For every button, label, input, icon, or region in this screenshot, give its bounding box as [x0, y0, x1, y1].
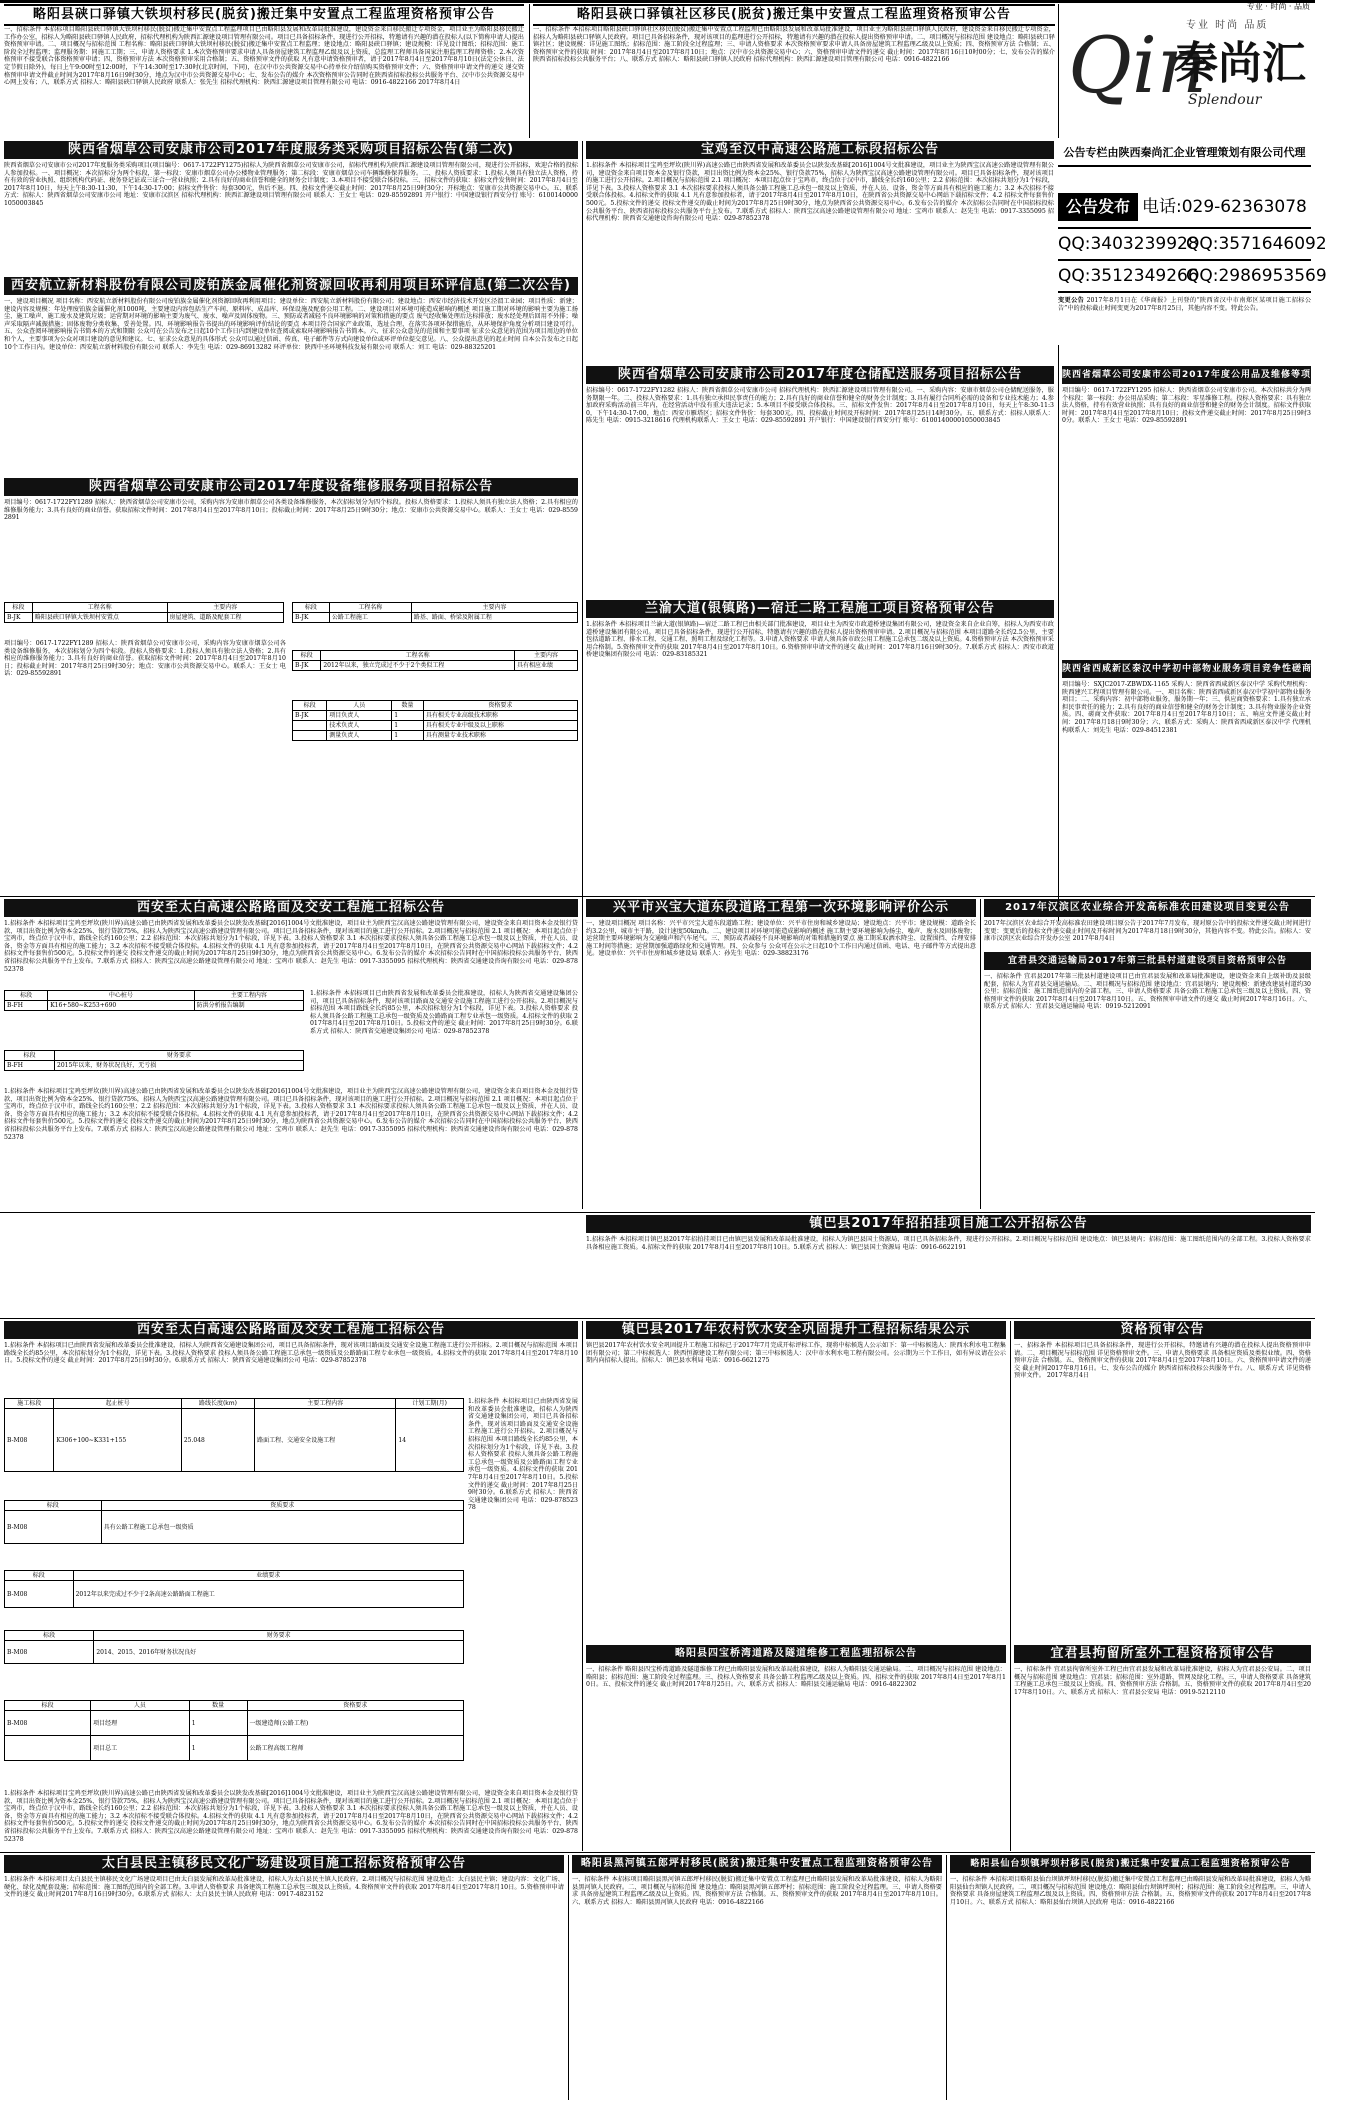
notice-title-21: 略阳县黑河镇五郎坪村移民(脱贫)搬迁集中安置点工程监理资格预审公告: [572, 1855, 942, 1873]
table-header: 数量: [189, 1701, 247, 1711]
table-cell: 项目总工: [91, 1736, 190, 1761]
table-cell: 项目经理: [91, 1711, 190, 1736]
table-header: 工程名称: [329, 603, 411, 613]
table-header: 工程名称: [32, 603, 167, 613]
notice-body-14: 一、建设项目概况 项目名称：兴平市兴宝大道东段道路工程；建设单位：兴平市住房和城乡建设局；建设地点：兴平市；建设规模：道路全长约3.2公里，城市主干路，设计速度50km/h。二、建设项目对环境可能造成影响的概述 施工期主要环境影响为扬尘、噪声、废水及固体废物；运营期主要环境影响为交通噪声和汽车尾气。三、预防或者减轻不良环境影响的对策和措施的要点 施工期采取洒水降尘、设置围挡、合理安排施工时间等措施；运营期加强道路绿化和交通管理。四、公众参与 公众可在公示之日起10个工作日内通过信函、电话、电子邮件等方式提出意见。建设单位：兴平市住房和城乡建设局 联系人：孙先生 电话：029-38823176: [586, 920, 976, 958]
table-header: 中心桩号: [48, 991, 194, 1001]
table-header: 标段: [5, 1501, 102, 1511]
column-rule: [1058, 345, 1059, 921]
table-header: 主要内容: [167, 603, 284, 613]
notice-body-8: 项目编号：0617-1722FY1295 招标人：陕西省烟草公司安康市公司。本次招标共分为两个标段：第一标段：办公用品采购；第二标段：零星维修工程。投标人资格要求：具有独立法人资格，持有有效营业执照；具有良好的商业信誉和健全的财务会计制度。招标文件获取时间：2017年8月4日至2017年8月10日；投标文件递交截止时间：2017年8月25日9时30分。联系人：王女士 电话：029-85592891: [1062, 387, 1311, 425]
table-cell: 具有相关专业中级及以上职称: [423, 721, 577, 731]
column-rule: [582, 1321, 583, 1851]
notice-body-highway-2b: 1.招标条件 本招标项目已由陕西省发展和改革委员会批准建设，招标人为陕西省交通建设集团公司，项目已具备招标条件，现对该项目路面及交通安全设施工程施工进行公开招标。2.项目概况与招标范围 本项目路线全长约85公里，本次招标划分为1个标段，详见下表。3.投标人资格要求 投标人须具备公路工程施工总承包一级资质及公路路面工程专业承包一级资质。4.招标文件的获取 2017年8月4日至2017年8月10日。5.投标文件的递交 截止时间：2017年8月25日9时30分。6.联系方式 招标人：陕西省交通建设集团公司 电话：029-87852378: [310, 990, 578, 1035]
table-cell: 公路工程施工: [329, 613, 411, 623]
notice-body-20: 1.招标条件 本招标项目太白县民主镇移民文化广场建设项目已由太白县发展和改革局批准建设，招标人为太白县民主镇人民政府。2.项目概况与招标范围 建设地点：太白县民主镇；建设内容：文化广场、硬化、绿化及配套设施；招标范围：施工图纸范围内的全部工程。3.申请人资格要求 具备建筑工程施工总承包三级及以上资质。4.资格预审文件的获取 2017年8月4日至2017年8月10日。5.资格预审申请文件的递交 截止时间2017年8月16日9时30分。6.联系方式 招标人：太白县民主镇人民政府 电话：0917-4823152: [4, 1876, 564, 1899]
table-cell: 防洪分析报告编制: [194, 1001, 303, 1011]
logo-chinese: 秦尚汇: [1174, 38, 1306, 89]
table-header: 施工标段: [5, 1399, 54, 1409]
notice-body-10: 1.招标条件 本招标项目兰渝大道(银镇路)—宿迁二路工程已由相关部门批准建设，项目业主为西安市政道桥建设集团有限公司，建设资金来自企业自筹，招标人为西安市政道桥建设集团有限公司。项目已具备招标条件，现进行公开招标，特邀请有兴趣的潜在投标人提出资格预审申请。2.项目概况与招标范围 本项目道路全长约2.5公里，主要包括道路工程、排水工程、交通工程、照明工程及绿化工程等。3.申请人资格要求 申请人须具备市政公用工程施工总承包二级及以上资质。4.资格预审方法 本次资格预审采用合格制。5.资格预审文件的获取 2017年8月4日至2017年8月10日。6.资格预审申请文件的递交 截止时间：2017年8月16日9时30分。7.联系方式 招标人：西安市政道桥建设集团有限公司 电话：029-83185321: [586, 621, 1054, 659]
table-cell: 2012年以来完成过不少于2条高速公路路面工程施工: [73, 1581, 463, 1608]
notice-body-18: 一、招标条件 略阳县四宝桥湾道路及隧道维修工程已由略阳县发展和改革局批准建设，招标人为略阳县交通运输局。二、项目概况与招标范围 建设地点：略阳县；招标范围：施工阶段全过程监理。三、投标人资格要求 具备公路工程监理乙级及以上资质。四、招标文件的获取 2017年8月4日至2017年8月10日。五、投标文件的递交 截止时间2017年8月25日。六、联系方式 招标人：略阳县交通运输局 电话：0916-4822302: [586, 1666, 1006, 1689]
table-cell: 1: [392, 721, 424, 731]
table-cell: 测量负责人: [327, 731, 392, 741]
change-notice: [1058, 297, 1311, 341]
notice-body-19: 一、招标条件 宜君县拘留所室外工程已由宜君县发展和改革局批准建设，招标人为宜君县公安局。二、项目概况与招标范围 建设地点：宜君县；招标范围：室外道路、管网及绿化工程。三、申请人资格要求 具备建筑工程施工总承包三级及以上资质。四、资格预审方法 合格制。五、资格预审文件的获取 2017年8月4日至2017年8月10日。六、联系方式 招标人：宜君县公安局 电话：0919-5212110: [1014, 1666, 1311, 1696]
notice-body-13: 1.招标条件 本招标项目已由陕西省发展和改革委员会批准建设，招标人为陕西省交通建设集团公司，项目已具备招标条件，现对该项目路面及交通安全设施工程施工进行公开招标。2.项目概况与招标范围 本项目路线全长约85公里，本次招标划分为1个标段，详见下表。3.投标人资格要求 投标人须具备公路工程施工总承包一级资质及公路路面工程专业承包一级资质。4.招标文件的获取 2017年8月4日至2017年8月10日。5.投标文件的递交 截止时间：2017年8月25日9时30分。6.联系方式 招标人：陕西省交通建设集团公司 电话：029-87852378: [4, 1342, 578, 1365]
notice-title-11: 2017年汉滨区农业综合开发高标准农田建设项目变更公告: [984, 899, 1311, 917]
notice-body-16: 镇巴县2017年农村饮水安全巩固提升工程施工招标已于2017年7月完成开标评标工作，现将中标候选人公示如下：第一中标候选人：陕西水利水电工程集团有限公司；第二中标候选人：陕西恒源建设工程有限公司；第三中标候选人：汉中市水利水电工程有限公司。公示期为三个工作日，如有异议请在公示期内向招标人提出。招标人：镇巴县水利局 电话：0916-6621275: [586, 1342, 1006, 1365]
table-header: 资格要求: [423, 701, 577, 711]
table-cell: 项目负责人: [327, 711, 392, 721]
performance-table-2: [4, 1570, 464, 1608]
table-header: 标段: [293, 651, 321, 661]
advertising-agency-box: [1058, 141, 1327, 341]
notice-body-highway-2c: 1.招标条件 本招标项目宝鸡至坪坎(陕川界)高速公路已由陕西省发展和改革委员会以陕发改基础[2016]1004号文批准建设，项目业主为陕西宝汉高速公路建设管理有限公司，建设资金来自项目资本金及银行贷款，项目出资比例为资本金25%、银行贷款75%，招标人为陕西宝汉高速公路建设管理有限公司。项目已具备招标条件，现对该项目的施工进行公开招标。2.项目概况与招标范围 2.1 项目概况：本项目起点位于宝鸡市，终点位于汉中市，路线全长约160公里；2.2 招标范围：本次招标共划分为1个标段，详见下表。3.投标人资格要求 3.1 本次招标要求投标人须具备公路工程施工总承包一级及以上资质，并在人员、设备、资金等方面具有相应的施工能力；3.2 本次招标不接受联合体投标。4.招标文件的获取 4.1 凡有意参加投标者，请于2017年8月4日至2017年8月10日，在陕西省公共资源交易中心网站下载招标文件；4.2 招标文件每套售价500元。5.投标文件的递交 投标文件递交的截止时间为2017年8月25日9时30分，地点为陕西省公共资源交易中心。6.发布公告的媒介 本次招标公告同时在中国招标投标公共服务平台、陕西省招标投标公共服务平台上发布。7.联系方式 招标人：陕西宝汉高速公路建设管理有限公司 地址：宝鸡市 联系人：赵先生 电话：0917-3355095 招标代理机构：陕西省交通建设咨询有限公司 电话：029-87852378: [4, 1088, 578, 1141]
notice-body-6: 招标编号：0617-1722FY1282 招标人：陕西省烟草公司安康市公司 招标代理机构：陕西汇源建设项目管理有限公司。一、采购内容：安康市烟草公司仓储配送服务，服务期限一年。二、投标人资格要求：1.具有独立承担民事责任的能力；2.具有良好的商业信誉和健全的财务会计制度；3.具有履行合同所必需的设备和专业技术能力；4.参加政府采购活动前三年内，在经营活动中没有重大违法记录；5.本项目不接受联合体投标。三、招标文件发售：2017年8月4日至2017年8月10日，每天上午8:30-11:30，下午14:30-17:00，地点：西安市雁塔区；招标文件售价：每套300元。四、投标截止时间及开标时间：2017年8月25日14时30分。五、联系方式：招标人联系人：陈先生 电话：0915-3218616 代理机构联系人：王女士 电话：029-85592891 开户银行：中国建设银行西安分行 账号：61001400001050003845: [586, 387, 1054, 425]
table-header: 资质要求: [101, 1501, 463, 1511]
notice-body-13b: 1.招标条件 本招标项目已由陕西省发展和改革委员会批准建设，招标人为陕西省交通建设集团公司，项目已具备招标条件，现对该项目路面及交通安全设施工程施工进行公开招标。2.项目概况与招标范围 本项目路线全长约85公里，本次招标划分为1个标段，详见下表。3.投标人资格要求 投标人须具备公路工程施工总承包一级资质及公路路面工程专业承包一级资质。4.招标文件的获取 2017年8月4日至2017年8月10日。5.投标文件的递交 截止时间：2017年8月25日9时30分。6.联系方式 招标人：陕西省交通建设集团公司 电话：029-87852378: [468, 1398, 578, 1512]
column-rule: [582, 141, 583, 921]
logo-letter: Qin: [1068, 21, 1208, 111]
table-cell: 1: [392, 711, 424, 721]
table-cell: B-JK: [293, 711, 327, 721]
table-cell: 25.048: [181, 1409, 254, 1472]
ad-badge: 公告发布: [1058, 193, 1138, 221]
notice-title-4: 西安航立新材料股份有限公司废铂族金属催化剂资源回收再利用项目环评信息(第二次公告): [4, 277, 578, 295]
table-header: 标段: [5, 1631, 94, 1641]
ad-qq-1: QQ:3403239928: [1058, 234, 1199, 254]
table-cell: B-M08: [5, 1581, 74, 1608]
table-cell: 技术负责人: [327, 721, 392, 731]
table-header: 人员: [91, 1701, 190, 1711]
logo-slogan: 专业 时尚 品质: [1186, 20, 1269, 31]
notice-title-6: 陕西省烟草公司安康市公司2017年度仓储配送服务项目招标公告: [586, 366, 1054, 384]
qualification-table-2: [4, 1500, 464, 1544]
table-cell: B-M08: [5, 1641, 94, 1664]
table-cell: 具有测量专业技术职称: [423, 731, 577, 741]
notice-title-8: 陕西省烟草公司安康市公司2017年度公用品及维修等项目招标公告: [1062, 366, 1311, 384]
ad-qq-3: QQ:3512349266: [1058, 266, 1199, 286]
notice-title-15: 镇巴县2017年招拍挂项目施工公开招标公告: [586, 1215, 1311, 1233]
notice-body-5: 1.招标条件 本招标项目宝鸡至坪坎(陕川界)高速公路已由陕西省发展和改革委员会以陕发改基础[2016]1004号文批准建设，项目业主为陕西宝汉高速公路建设管理有限公司，建设资金来自项目资本金及银行贷款，项目出资比例为资本金25%、银行贷款75%，招标人为陕西宝汉高速公路建设管理有限公司。项目已具备招标条件，现对该项目的施工进行公开招标。2.项目概况与招标范围 2.1 项目概况：本项目起点位于宝鸡市，终点位于汉中市，路线全长约160公里；2.2 招标范围：本次招标共划分为1个标段，详见下表。3.投标人资格要求 3.1 本次招标要求投标人须具备公路工程施工总承包一级及以上资质，并在人员、设备、资金等方面具有相应的施工能力；3.2 本次招标不接受联合体投标。4.招标文件的获取 4.1 凡有意参加投标者，请于2017年8月4日至2017年8月10日，在陕西省公共资源交易中心网站下载招标文件；4.2 招标文件每套售价500元。5.投标文件的递交 投标文件递交的截止时间为2017年8月25日9时30分，地点为陕西省公共资源交易中心。6.发布公告的媒介 本次招标公告同时在中国招标投标公共服务平台、陕西省招标投标公共服务平台上发布。7.联系方式 招标人：陕西宝汉高速公路建设管理有限公司 地址：宝鸡市 联系人：赵先生 电话：0917-3355095 招标代理机构：陕西省交通建设咨询有限公司 电话：029-87852378: [586, 162, 1054, 223]
table-cell: [5, 1736, 91, 1761]
table-cell: 公路工程高级工程师: [247, 1736, 463, 1761]
notice-body-highway-2: 1.招标条件 本招标项目宝鸡至坪坎(陕川界)高速公路已由陕西省发展和改革委员会以陕发改基础[2016]1004号文批准建设，项目业主为陕西宝汉高速公路建设管理有限公司，建设资金来自项目资本金及银行贷款，项目出资比例为资本金25%、银行贷款75%，招标人为陕西宝汉高速公路建设管理有限公司。项目已具备招标条件，现对该项目的施工进行公开招标。2.项目概况与招标范围 2.1 项目概况：本项目起点位于宝鸡市，终点位于汉中市，路线全长约160公里；2.2 招标范围：本次招标共划分为1个标段，详见下表。3.投标人资格要求 3.1 本次招标要求投标人须具备公路工程施工总承包一级及以上资质，并在人员、设备、资金等方面具有相应的施工能力；3.2 本次招标不接受联合体投标。4.招标文件的获取 4.1 凡有意参加投标者，请于2017年8月4日至2017年8月10日，在陕西省公共资源交易中心网站下载招标文件；4.2 招标文件每套售价500元。5.投标文件的递交 投标文件递交的截止时间为2017年8月25日9时30分，地点为陕西省公共资源交易中心。6.发布公告的媒介 本次招标公告同时在中国招标投标公共服务平台、陕西省招标投标公共服务平台上发布。7.联系方式 招标人：陕西宝汉高速公路建设管理有限公司 地址：宝鸡市 联系人：赵先生 电话：0917-3355095 招标代理机构：陕西省交通建设咨询有限公司 电话：029-87852378: [4, 920, 578, 973]
notice-body-1: 一、招标条件 本招标项目略阳县硖口驿镇大铁坝村移民(脱贫)搬迁集中安置点工程监理项目已由略阳县发展和改革局批准建设，建设资金来自移民搬迁专项资金，项目业主为略阳县移民搬迁工作办公室，招标人为略阳县硖口驿镇人民政府，招标代理机构为陕西汇源建设项目管理有限公司。项目已具备招标条件，现进行公开招标，特邀请有兴趣的潜在投标人(以下简称申请人)提出资格预审申请。二、项目概况与招标范围 工程名称：略阳县硖口驿镇大铁坝村移民(脱贫)搬迁集中安置点工程监理；建设地点：略阳县硖口驿镇；建设规模：详见设计图纸；招标范围：施工阶段全过程监理；监理服务期：同施工工期；三、申请人资格要求 1.本次资格预审要求申请人具备房屋建筑工程监理乙级及以上资质，总监理工程师具备国家注册监理工程师资格；2.本次资格预审不接受联合体资格预审申请；四、资格预审方法 本次资格预审采用合格制；五、资格预审文件的获取 凡有意申请资格预审者，请于2017年8月4日至2017年8月10日(法定公休日、法定节假日除外)，每日上午9:00时至12:00时，下午14:30时至17:30时(北京时间，下同)，在汉中市公共资源交易中心持单位介绍信购买资格预审文件；六、资格预审申请文件的递交 递交资格预审申请文件截止时间为2017年8月16日9时30分，地点为汉中市公共资源交易中心；七、发布公告的媒介 本次资格预审公告同时在陕西省招标投标公共服务平台、汉中市公共资源交易中心网上发布；八、联系方式 招标人：略阳县硖口驿镇人民政府 联系人：张先生 招标代理机构：陕西汇源建设项目管理有限公司 电话：0916-4822166 2017年8月4日: [4, 26, 524, 87]
notice-title-20: 太白县民主镇移民文化广场建设项目施工招标资格预审公告: [4, 1855, 564, 1873]
notice-body-17: 一、招标条件 本招标项目已具备招标条件，现进行公开招标，特邀请有兴趣的潜在投标人提出资格预审申请。二、项目概况与招标范围 详见资格预审文件。三、申请人资格要求 具备相应资质及类似业绩。四、资格预审方法 合格制。五、资格预审文件的获取 2017年8月4日至2017年8月10日。六、资格预审申请文件的递交 截止时间2017年8月16日。七、发布公告的媒介 陕西省招标投标公共服务平台。八、联系方式 详见资格预审文件。 2017年8月4日: [1014, 1342, 1311, 1380]
notice-title-10: 兰渝大道(银镇路)—宿迁二路工程施工项目资格预审公告: [586, 600, 1054, 618]
notice-body-2: 一、招标条件 本招标项目略阳县硖口驿镇社区移民(脱贫)搬迁集中安置点工程监理已由略阳县发展和改革局批准建设，项目业主为略阳县硖口驿镇人民政府，建设资金来自移民搬迁专项资金，招标人为略阳县硖口驿镇人民政府。项目已具备招标条件，现对该项目的监理进行公开招标，特邀请有兴趣的潜在投标人提出资格预审申请。二、项目概况与招标范围 建设地点：略阳县硖口驿镇社区；建设规模：详见施工图纸；招标范围：施工阶段全过程监理；三、申请人资格要求 本次资格预审要求申请人具备房屋建筑工程监理乙级及以上资质；四、资格预审方法 合格制；五、资格预审文件的获取 时间：2017年8月4日至2017年8月10日；地点：汉中市公共资源交易中心；六、资格预审申请文件的递交 截止时间：2017年8月16日10时00分；七、发布公告的媒介 陕西省招标投标公共服务平台；八、联系方式 招标人：略阳县硖口驿镇人民政府 招标代理机构：陕西汇源建设项目管理有限公司 电话：0916-4822166: [533, 26, 1055, 64]
notice-title-12: 宜君县交通运输局2017年第三批县村道建设项目资格预审公告: [984, 952, 1311, 970]
table-cell: B-M08: [5, 1409, 54, 1472]
table-cell: B-JK: [5, 613, 33, 623]
notice-title-3: 陕西省烟草公司安康市公司2017年度服务类采购项目招标公告(第二次): [4, 141, 578, 159]
section-table: [4, 990, 304, 1011]
table-cell: 房屋建筑、道路及配套工程: [167, 613, 284, 623]
section-rule: [0, 1852, 1315, 1853]
notice-body-4: 一、建设项目概况 项目名称：西安航立新材料股份有限公司废铂族金属催化剂资源回收再利用项目；建设单位：西安航立新材料股份有限公司；建设地点：西安市经济技术开发区泾渭工业园；项目性质：新建；建设内容及规模：年处理废铂族金属催化剂1000吨，主要建设内容包括生产车间、原料库、成品库、环保设施及配套公用工程。二、建设项目对环境可能造成影响的概述 项目施工期对环境的影响主要为施工扬尘、施工噪声、施工废水及建筑垃圾；运营期对环境的影响主要为废气、废水、噪声及固体废物。三、预防或者减轻不良环境影响的对策和措施的要点 废气经收集处理后达标排放；废水经处理后回用不外排；噪声采取隔声减振措施；固体废物分类收集、妥善处置。四、环境影响报告书提出的环境影响评价结论的要点 本项目符合国家产业政策，选址合理，在落实各项环保措施后，从环境保护角度分析项目建设可行。五、公众查阅环境影响报告书简本的方式和期限 公众可在公告发布之日起10个工作日内到建设单位查阅或索取环境影响报告书简本。六、征求公众意见的范围和主要事项 征求公众意见的范围为项目周边的单位和个人，主要事项为公众对项目建设的意见和建议。七、征求公众意见的具体形式 公众可以通过信函、传真、电子邮件等方式向建设单位或环评单位提交意见。八、公众提出意见的起止时间 自本公告发布之日起10个工作日内。建设单位：西安航立新材料股份有限公司 联系人：李先生 电话：029-86913282 环评单位：陕西中圣环境科技发展有限公司 联系人：刘工 电话：029-88325201: [4, 298, 578, 351]
table-cell: B-JK: [293, 661, 321, 671]
table-cell: 具有公路工程施工总承包一级资质: [101, 1511, 463, 1544]
table-header: 主要内容: [411, 603, 577, 613]
table-header: 标段: [293, 603, 330, 613]
lot-table: [4, 1398, 464, 1472]
divider: [1058, 227, 1311, 229]
divider: [1058, 291, 1311, 293]
finance-table: [4, 1050, 304, 1071]
table-header: 标段: [5, 603, 33, 613]
table-cell: 具有相应业绩: [514, 661, 577, 671]
masthead-strip: 专业 · 时尚 · 品质: [1246, 2, 1310, 11]
change-notice-body: 2017年8月1日在《华商报》上刊登的“陕西省汉中市南郑区某项目施工招标公告”中的投标截止时间变更为2017年8月25日，其他内容不变。特此公告。: [1058, 297, 1312, 312]
ad-title: 公告专栏由陕西秦尚汇企业管理策划有限公司代理: [1058, 141, 1311, 167]
finance-table-2: [4, 1630, 464, 1664]
table-header: 标段: [293, 701, 327, 711]
notice-body-9: 项目编号：SXJC2017-ZBWDX-1165 采购人：陕西省西咸新区泰汉中学 采购代理机构：陕西建兴工程项目管理有限公司。一、项目名称：陕西省西咸新区泰汉中学初中部物业服务项目；二、采购内容：初中部物业服务，服务期一年；三、供应商资格要求：1.具有独立承担民事责任的能力；2.具有良好的商业信誉和健全的财务会计制度；3.具有物业服务企业资质。四、磋商文件获取：2017年8月4日至2017年8月10日；五、响应文件递交截止时间：2017年8月18日9时30分；六、联系方式：采购人：陕西省西咸新区泰汉中学 代理机构联系人：刘先生 电话：029-84512381: [1062, 681, 1311, 734]
notice-body-13c: 1.招标条件 本招标项目宝鸡至坪坎(陕川界)高速公路已由陕西省发展和改革委员会以陕发改基础[2016]1004号文批准建设，项目业主为陕西宝汉高速公路建设管理有限公司，建设资金来自项目资本金及银行贷款，项目出资比例为资本金25%、银行贷款75%，招标人为陕西宝汉高速公路建设管理有限公司。项目已具备招标条件，现对该项目的施工进行公开招标。2.项目概况与招标范围 2.1 项目概况：本项目起点位于宝鸡市，终点位于汉中市，路线全长约160公里；2.2 招标范围：本次招标共划分为1个标段，详见下表。3.投标人资格要求 3.1 本次招标要求投标人须具备公路工程施工总承包一级及以上资质，并在人员、设备、资金等方面具有相应的施工能力；3.2 本次招标不接受联合体投标。4.招标文件的获取 4.1 凡有意参加投标者，请于2017年8月4日至2017年8月10日，在陕西省公共资源交易中心网站下载招标文件；4.2 招标文件每套售价500元。5.投标文件的递交 投标文件递交的截止时间为2017年8月25日9时30分，地点为陕西省公共资源交易中心。6.发布公告的媒介 本次招标公告同时在中国招标投标公共服务平台、陕西省招标投标公共服务平台上发布。7.联系方式 招标人：陕西宝汉高速公路建设管理有限公司 地址：宝鸡市 联系人：赵先生 电话：0917-3355095 招标代理机构：陕西省交通建设咨询有限公司 电话：029-87852378: [4, 1790, 578, 1843]
notice-title-7: 陕西省烟草公司安康市公司2017年度设备维修服务项目招标公告: [4, 478, 578, 496]
table-cell: [293, 721, 327, 731]
table-cell: 具有相关专业高级技术职称: [423, 711, 577, 721]
notice-title-14: 兴平市兴宝大道东段道路工程第一次环境影响评价公示: [586, 899, 976, 917]
table-cell: 路面工程、交通安全设施工程: [255, 1409, 396, 1472]
ad-phone: 电话:029-62363078: [1142, 197, 1307, 217]
notice-title-18: 略阳县四宝桥湾道路及隧道维修工程监理招标公告: [586, 1645, 1006, 1663]
scope-table: [292, 602, 578, 623]
table-header: 起止桩号: [54, 1399, 181, 1409]
column-rule: [529, 4, 530, 138]
notice-title-5: 宝鸡至汉中高速公路施工标段招标公告: [586, 141, 1054, 159]
table-cell: 1: [189, 1736, 247, 1761]
table-header: 标段: [5, 1571, 74, 1581]
table-cell: 略阳县硖口驿镇大铁坝村安置点: [32, 613, 167, 623]
qinshanghui-logo: [1062, 14, 1312, 126]
notice-body-12: 一、招标条件 宜君县2017年第三批县村道建设项目已由宜君县发展和改革局批准建设，建设资金来自上级补助及县级配套，招标人为宜君县交通运输局。二、项目概况与招标范围 建设地点：宜君县境内；建设规模：新建改建县村道约30公里；招标范围：施工图纸范围内的全部工程。三、申请人资格要求 具备公路工程施工总承包三级及以上资质。四、资格预审文件的获取 2017年8月4日至2017年8月10日。五、资格预审申请文件的递交 截止时间2017年8月16日。六、联系方式 招标人：宜君县交通运输局 电话：0919-5212091: [984, 973, 1311, 1011]
notice-title-highway-2: 西安至太白高速公路路面及交安工程施工招标公告: [4, 899, 578, 917]
notice-title-2: 略阳县硖口驿镇社区移民(脱贫)搬迁集中安置点工程监理资格预审公告: [533, 4, 1055, 26]
notice-body-3: 陕西省烟草公司安康市公司2017年度服务类采购项目(项目编号：0617-1722FY1275)招标人为陕西省烟草公司安康市公司，招标代理机构为陕西汇源建设项目管理有限公司，现进行公开招标，欢迎合格的投标人参加投标。一、项目概况：本次招标分为两个标段，第一标段：安康市烟草公司办公楼物业管理服务；第二标段：安康市烟草公司车辆维修保养服务。二、投标人资质要求：1.投标人须具有独立法人资格，持有有效的营业执照、组织机构代码证、税务登记证或三证合一营业执照；2.具有良好的商业信誉和健全的财务会计制度；3.本项目不接受联合体投标。三、招标文件的获取：招标文件发售时间：2017年8月4日至2017年8月10日，每天上午8:30-11:30，下午14:30-17:00；招标文件售价：每套300元，售后不退。四、投标文件递交截止时间：2017年8月25日9时30分；开标地点：安康市公共资源交易中心。五、联系方式：招标人：陕西省烟草公司安康市公司 地址：安康市汉滨区 招标代理机构：陕西汇源建设项目管理有限公司 联系人：王女士 电话：029-85592891 开户银行：中国建设银行西安分行 账号：61001400001050003845: [4, 162, 578, 207]
table-header: 业绩要求: [73, 1571, 463, 1581]
section-rule: [0, 1212, 1315, 1213]
table-header: 数量: [392, 701, 424, 711]
table-cell: B-M08: [5, 1711, 91, 1736]
table-cell: 2012年以来，独立完成过不少于2个类似工程: [321, 661, 515, 671]
table-header: 路线长度(km): [181, 1399, 254, 1409]
table-cell: 2015年以来，财务状况良好，无亏损: [55, 1061, 304, 1071]
table-cell: [293, 731, 327, 741]
ad-qq-2: QQ:3571646092: [1186, 234, 1327, 254]
column-rule: [946, 1855, 947, 2100]
table-cell: K16+580~K253+690: [48, 1001, 194, 1011]
table-cell: B-M08: [5, 1511, 102, 1544]
change-notice-label: 变更公告: [1058, 297, 1085, 304]
table-header: 主要工程内容: [194, 991, 303, 1001]
table-cell: B-JK: [293, 613, 330, 623]
table-header: 工程名称: [321, 651, 515, 661]
notice-body-21: 一、招标条件 本招标项目略阳县黑河镇五郎坪村移民(脱贫)搬迁集中安置点工程监理已由略阳县发展和改革局批准建设，招标人为略阳县黑河镇人民政府。二、项目概况与招标范围 建设地点：略阳县黑河镇五郎坪村；招标范围：施工阶段全过程监理。三、申请人资格要求 具备房屋建筑工程监理乙级及以上资质。四、资格预审方法 合格制。五、资格预审文件的获取 2017年8月4日至2017年8月10日。六、联系方式 招标人：略阳县黑河镇人民政府 电话：0916-4822166: [572, 1876, 942, 1906]
table-cell: B-FH: [5, 1001, 48, 1011]
section-rule: [0, 896, 1315, 897]
notice-title-16: 镇巴县2017年农村饮水安全巩固提升工程招标结果公示: [586, 1321, 1006, 1339]
notice-body-22: 一、招标条件 本招标项目略阳县仙台坝镇坪坝村移民(脱贫)搬迁集中安置点工程监理已由略阳县发展和改革局批准建设，招标人为略阳县仙台坝镇人民政府。二、项目概况与招标范围 建设地点：略阳县仙台坝镇坪坝村；招标范围：施工阶段全过程监理。三、申请人资格要求 具备房屋建筑工程监理乙级及以上资质。四、资格预审方法 合格制。五、资格预审文件的获取 2017年8月4日至2017年8月10日。六、联系方式 招标人：略阳县仙台坝镇人民政府 电话：0916-4822166: [950, 1876, 1311, 1906]
notice-body-7b: 项目编号：0617-1722FY1289 招标人：陕西省烟草公司安康市公司，采购内容为安康市烟草公司各类设备维修服务，本次招标划分为四个标段。投标人资格要求：1.投标人须具有独立法人资格；2.具有相应的维修服务能力；3.具有良好的商业信誉。获取招标文件时间：2017年8月4日至2017年8月10日；投标截止时间：2017年8月25日9时30分；地点：安康市公共资源交易中心。联系人：王女士 电话：029-85592891: [4, 640, 286, 678]
notice-title-22: 略阳县仙台坝镇坪坝村移民(脱贫)搬迁集中安置点工程监理资格预审公告: [950, 1855, 1311, 1873]
notice-title-17: 资格预审公告: [1014, 1321, 1311, 1339]
notice-title-13: 西安至太白高速公路路面及交安工程施工招标公告: [4, 1321, 578, 1339]
column-rule: [1010, 1321, 1011, 1851]
column-rule: [582, 899, 583, 1209]
personnel-table: [292, 700, 578, 741]
table-cell: 1: [189, 1711, 247, 1736]
table-cell: B-FH: [5, 1061, 55, 1071]
personnel-table-2: [4, 1700, 464, 1761]
table-header: 标段: [5, 1701, 91, 1711]
section-rule: [0, 1318, 1315, 1319]
table-header: 计划工期(月): [396, 1399, 464, 1409]
column-rule: [1058, 4, 1059, 138]
table-cell: 路基、路面、桥梁及附属工程: [411, 613, 577, 623]
divider: [1058, 259, 1311, 261]
logo-english: Splendour: [1188, 92, 1262, 108]
table-header: 主要内容: [514, 651, 577, 661]
performance-table: [292, 650, 578, 671]
table-header: 人员: [327, 701, 392, 711]
table-cell: 14: [396, 1409, 464, 1472]
table-cell: 一级建造师(公路工程): [247, 1711, 463, 1736]
notice-title-1: 略阳县硖口驿镇大铁坝村移民(脱贫)搬迁集中安置点工程监理资格预审公告: [4, 4, 524, 26]
table-header: 标段: [5, 991, 48, 1001]
table-cell: 1: [392, 731, 424, 741]
table-cell: 2014、2015、2016年财务状况良好: [94, 1641, 464, 1664]
column-rule: [980, 899, 981, 1209]
notice-body-15: 1.招标条件 本招标项目镇巴县2017年招拍挂项目已由镇巴县发展和改革局批准建设，招标人为镇巴县国土资源局，项目已具备招标条件，现进行公开招标。2.项目概况与招标范围 建设地点：镇巴县境内；招标范围：施工图纸范围内的全部工程。3.投标人资格要求 具备相应施工资质。4.招标文件的获取 2017年8月4日至2017年8月10日。5.联系方式 招标人：镇巴县国土资源局 电话：0916-6622191: [586, 1236, 1311, 1251]
table-header: 标段: [5, 1051, 55, 1061]
notice-title-9: 陕西省西咸新区泰汉中学初中部物业服务项目竞争性磋商公告: [1062, 660, 1311, 678]
column-rule: [568, 1855, 569, 2100]
table-header: 主要工程内容: [255, 1399, 396, 1409]
table-cell: K306+100~K331+155: [54, 1409, 181, 1472]
qualification-table: [4, 602, 284, 623]
notice-body-11: 2017年汉滨区农业综合开发高标准农田建设项目原公告于2017年7月发布，现对原公告中的投标文件递交截止时间进行变更：变更后的投标文件递交截止时间及开标时间为2017年8月18日9时30分，其他内容不变。特此公告。招标人：安康市汉滨区农业综合开发办公室 2017年8月4日: [984, 920, 1311, 943]
ad-qq-4: QQ:2986953569: [1186, 266, 1327, 286]
table-header: 财务要求: [55, 1051, 304, 1061]
notice-title-19: 宜君县拘留所室外工程资格预审公告: [1014, 1645, 1311, 1663]
notice-body-7: 项目编号：0617-1722FY1289 招标人：陕西省烟草公司安康市公司，采购内容为安康市烟草公司各类设备维修服务，本次招标划分为四个标段。投标人资格要求：1.投标人须具有独立法人资格；2.具有相应的维修服务能力；3.具有良好的商业信誉。获取招标文件时间：2017年8月4日至2017年8月10日；投标截止时间：2017年8月25日9时30分；地点：安康市公共资源交易中心。联系人：王女士 电话：029-85592891: [4, 499, 578, 522]
table-header: 财务要求: [94, 1631, 464, 1641]
table-header: 资格要求: [247, 1701, 463, 1711]
